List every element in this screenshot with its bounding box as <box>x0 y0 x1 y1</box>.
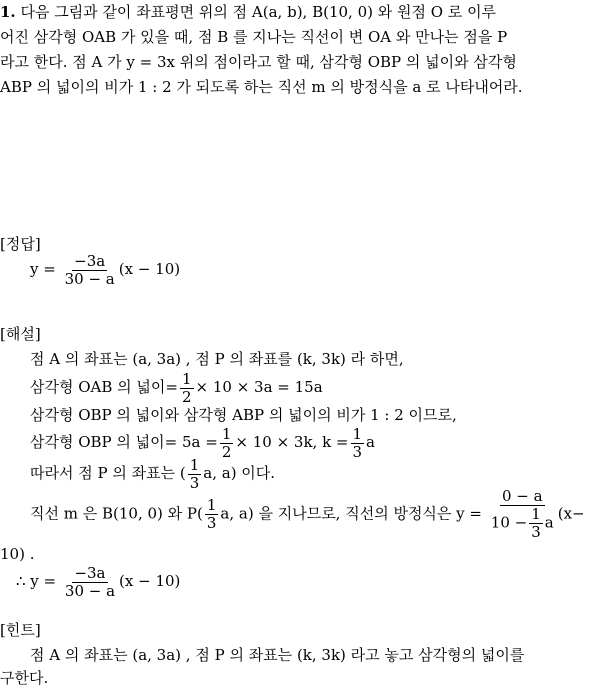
final-denominator: 30 − a <box>64 581 116 600</box>
frac-num: 1 <box>189 455 200 474</box>
slope-den-pre: 10 − <box>490 513 528 532</box>
therefore-lhs: ∴ y = <box>16 572 57 590</box>
answer-equation <box>30 252 180 288</box>
answer-header: [정답] <box>0 235 41 253</box>
solution-l6-mid: a, a) 을 지나므로, 직선의 방정식은 y = <box>220 504 482 523</box>
answer-numerator: −3a <box>74 251 106 270</box>
hint-header: [힌트] <box>0 621 41 639</box>
solution-line-3: 삼각형 OBP 의 넓이와 삼각형 ABP 의 넓이의 비가 1 : 2 이므로, <box>30 406 457 424</box>
answer-rhs: (x − 10) <box>118 260 181 278</box>
frac-den: 3 <box>531 523 541 541</box>
slope-denominator <box>489 506 556 541</box>
fraction-half <box>180 371 194 406</box>
slope-fraction <box>489 488 556 541</box>
problem-text-1: 다음 그림과 같이 좌표평면 위의 점 A(a, b), B(10, 0) 와 원점 O 로 이루 <box>20 3 497 21</box>
fraction-third <box>529 506 543 541</box>
solution-l2-post: × 10 × 3a = 15a <box>195 378 323 396</box>
problem-line-2: 어진 삼각형 OAB 가 있을 때, 점 B 를 지나는 직선이 변 OA 와 만나는 점을 P <box>0 28 508 46</box>
slope-den-post: a <box>544 513 554 532</box>
problem-line-3: 라고 한다. 점 A 가 y = 3x 위의 점이라고 할 때, 삼각형 OBP 의 넓이와 삼각형 <box>0 53 517 71</box>
problem-number: 1. <box>0 3 16 21</box>
frac-num: 1 <box>206 496 217 514</box>
solution-l6-pre: 직선 m 은 B(10, 0) 와 P( <box>30 504 203 523</box>
answer-lhs: y = <box>30 260 56 278</box>
answer-fraction <box>63 253 117 288</box>
frac-den: 3 <box>206 514 217 532</box>
frac-num: 1 <box>221 424 232 443</box>
fraction-third <box>205 497 219 532</box>
solution-l5-pre: 따라서 점 P 의 좌표는 ( <box>30 464 186 482</box>
hint-line-2: 구한다. <box>0 669 49 687</box>
solution-line-8 <box>16 563 180 600</box>
final-fraction <box>63 565 117 600</box>
frac-num: 1 <box>181 369 192 388</box>
slope-numerator: 0 − a <box>501 487 543 505</box>
problem-line-4: ABP 의 넓이의 비가 1 : 2 가 되도록 하는 직선 m 의 방정식을 a 로 나타내어라. <box>0 78 523 96</box>
frac-den: 3 <box>189 473 200 492</box>
solution-header: [해설] <box>0 325 41 343</box>
solution-line-1: 점 A 의 좌표는 (a, 3a) , 점 P 의 좌표를 (k, 3k) 라 하면, <box>30 350 404 368</box>
final-numerator: −3a <box>74 563 106 582</box>
frac-den: 2 <box>221 442 232 461</box>
solution-l4-pre: 삼각형 OBP 의 넓이= 5a = <box>30 433 218 451</box>
therefore-rhs: (x − 10) <box>119 572 181 590</box>
frac-den: 2 <box>181 387 192 406</box>
problem-line-1 <box>0 2 496 22</box>
fraction-third <box>351 426 365 461</box>
solution-l6-tail: (x− <box>557 504 585 523</box>
solution-l4-mid: × 10 × 3k, k = <box>235 433 349 451</box>
solution-line-6 <box>30 488 585 541</box>
frac-num: 1 <box>352 424 363 443</box>
solution-line-7: 10) . <box>0 545 35 563</box>
solution-line-2 <box>30 370 323 406</box>
frac-num: 1 <box>531 505 541 523</box>
solution-l5-post: a, a) 이다. <box>203 464 276 482</box>
solution-l4-post: a <box>366 433 375 451</box>
solution-line-5 <box>30 456 275 492</box>
frac-den: 3 <box>352 442 363 461</box>
answer-denominator: 30 − a <box>64 269 115 288</box>
hint-line-1: 점 A 의 좌표는 (a, 3a) , 점 P 의 좌표는 (k, 3k) 라고 놓고 삼각형의 넓이를 <box>30 646 525 664</box>
fraction-third <box>188 457 202 492</box>
solution-l2-pre: 삼각형 OAB 의 넓이= <box>30 378 178 396</box>
